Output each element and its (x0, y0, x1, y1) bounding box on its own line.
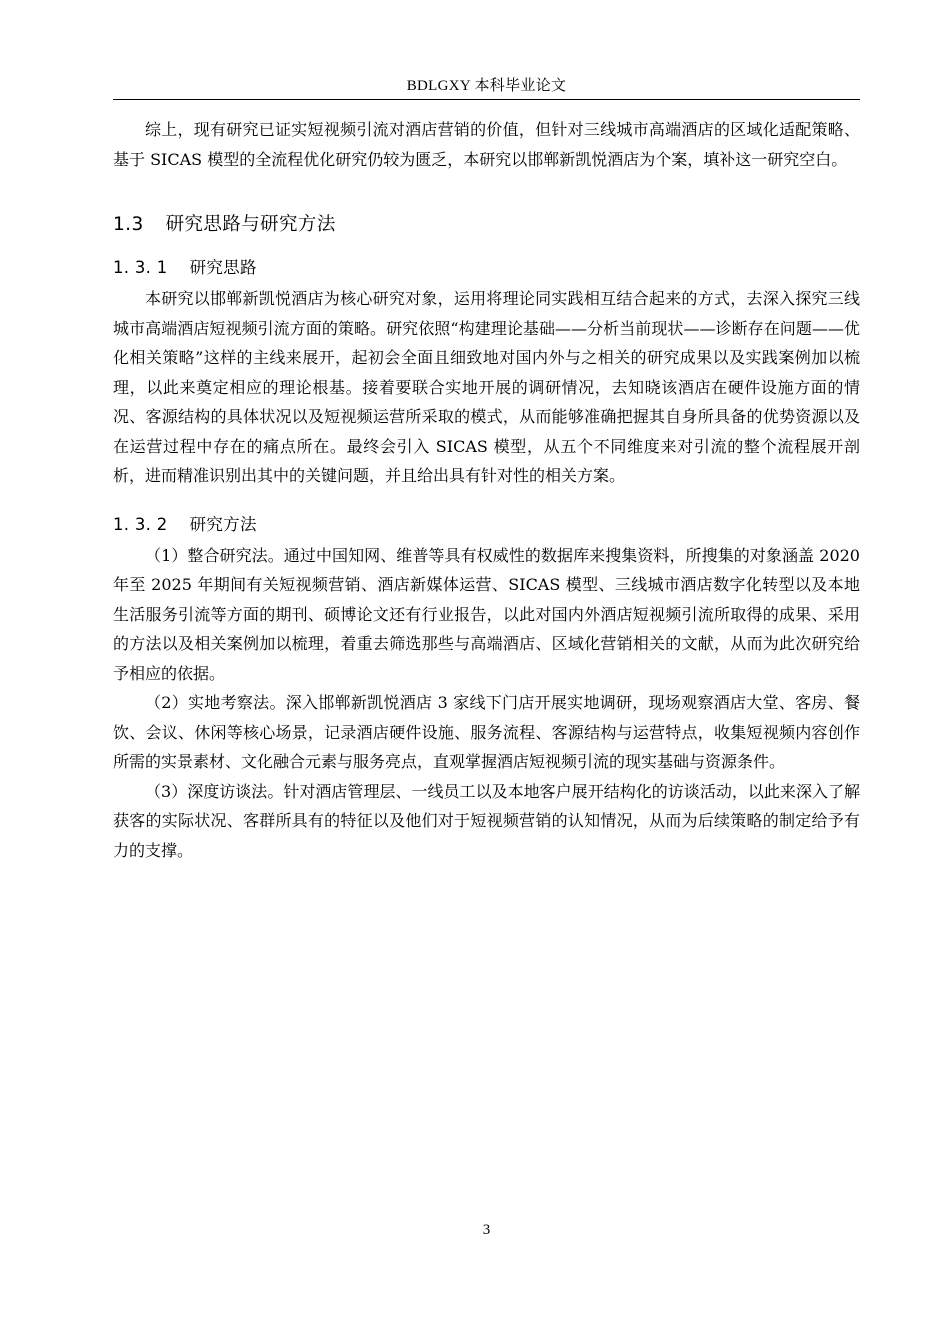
subsection-heading-1-3-1 (113, 252, 860, 284)
method-paragraph-2: （2）实地考察法。深入邯郸新凯悦酒店 3 家线下门店开展实地调研，现场观察酒店大堂、客房、餐饮、会议、休闲等核心场景，记录酒店硬件设施、服务流程、客源结构与运营特点，收集短视频内容创作所需的实景素材、文化融合元素与服务亮点，直观掌握酒店短视频引流的现实基础与资源条件。 (113, 693, 860, 771)
method-paragraph-3: （3）深度访谈法。针对酒店管理层、一线员工以及本地客户展开结构化的访谈活动，以此来深入了解获客的实际状况、客群所具有的特征以及他们对于短视频营销的认知情况，从而为后续策略的制定给予有力的支撑。 (113, 781, 860, 860)
spacer (113, 491, 860, 509)
intro-paragraph: 综上，现有研究已证实短视频引流对酒店营销的价值，但针对三线城市高端酒店的区域化适配策略、基于 SICAS 模型的全流程优化研究仍较为匮乏，本研究以邯郸新凯悦酒店为个案，填补这一研究空白。 (113, 120, 860, 169)
spacer (113, 242, 860, 252)
header-rule (113, 99, 860, 100)
section-number: 1.3 (113, 214, 144, 235)
research-approach-paragraph: 本研究以邯郸新凯悦酒店为核心研究对象，运用将理论同实践相互结合起来的方式，去深入探究三线城市高端酒店短视频引流方面的策略。研究依照“构建理论基础——分析当前现状——诊断存在问题——优化相关策略”这样的主线来展开，起初会全面且细致地对国内外与之相关的研究成果以及实践案例加以梳理，以此来奠定相应的理论根基。接着要联合实地开展的调研情况，去知晓该酒店在硬件设施方面的情况、客源结构的具体状况以及短视频运营所采取的模式，从而能够准确把握其自身所具备的优势资源以及在运营过程中存在的痛点所在。最终会引入 SICAS 模型，从五个不同维度来对引流的整个流程展开剖析，进而精准识别出其中的关键问题，并且给出具有针对性的相关方案。 (113, 289, 860, 485)
section-title: 研究思路与研究方法 (165, 214, 336, 235)
subsection-title: 研究方法 (189, 514, 257, 534)
subsection-number: 1. 3. 2 (113, 514, 168, 534)
subsection-number: 1. 3. 1 (113, 258, 168, 277)
page-number: 3 (482, 1222, 491, 1238)
spacer (113, 174, 860, 208)
method-paragraph-1: （1）整合研究法。通过中国知网、维普等具有权威性的数据库来搜集资料，所搜集的对象涵盖 2020 年至 2025 年期间有关短视频营销、酒店新媒体运营、SICAS 模型、三线城市酒店数字化转型以及本地生活服务引流等方面的期刊、硕博论文还有行业报告，以此对国内外酒店短视频引流所取得的成果、采用的方法以及相关案例加以梳理，着重去筛选那些与高端酒店、区域化营销相关的文献，从而为此次研究给予相应的依据。 (113, 545, 860, 683)
running-header: BDLGXY 本科毕业论文 (406, 78, 567, 94)
page-body (113, 115, 860, 865)
section-heading-1-3 (113, 208, 860, 242)
subsection-heading-1-3-2 (113, 509, 860, 541)
subsection-title: 研究思路 (189, 258, 257, 277)
